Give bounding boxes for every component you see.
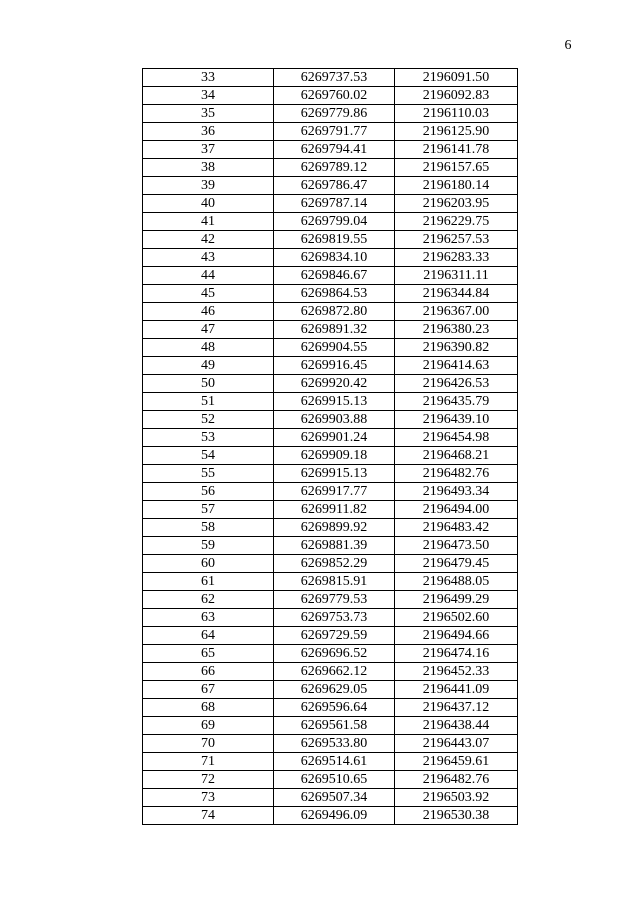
table-row (143, 501, 518, 519)
x-coordinate-cell: 6269881.39 (274, 537, 395, 555)
y-coordinate-cell: 2196530.38 (395, 807, 518, 825)
y-coordinate-cell: 2196092.83 (395, 87, 518, 105)
y-coordinate-cell: 2196091.50 (395, 69, 518, 87)
point-number-cell: 70 (143, 735, 274, 753)
point-number-cell: 45 (143, 285, 274, 303)
table-row (143, 411, 518, 429)
x-coordinate-cell: 6269899.92 (274, 519, 395, 537)
y-coordinate-cell: 2196203.95 (395, 195, 518, 213)
x-coordinate-cell: 6269903.88 (274, 411, 395, 429)
x-coordinate-cell: 6269786.47 (274, 177, 395, 195)
table-row (143, 177, 518, 195)
table-row (143, 735, 518, 753)
table-row (143, 573, 518, 591)
table-row (143, 339, 518, 357)
point-number-cell: 38 (143, 159, 274, 177)
point-number-cell: 33 (143, 69, 274, 87)
x-coordinate-cell: 6269872.80 (274, 303, 395, 321)
x-coordinate-cell: 6269891.32 (274, 321, 395, 339)
y-coordinate-cell: 2196438.44 (395, 717, 518, 735)
table-row (143, 537, 518, 555)
point-number-cell: 54 (143, 447, 274, 465)
point-number-cell: 42 (143, 231, 274, 249)
table-row (143, 321, 518, 339)
table-row (143, 141, 518, 159)
x-coordinate-cell: 6269561.58 (274, 717, 395, 735)
page-number: 6 (564, 38, 572, 53)
y-coordinate-cell: 2196482.76 (395, 771, 518, 789)
x-coordinate-cell: 6269787.14 (274, 195, 395, 213)
point-number-cell: 43 (143, 249, 274, 267)
point-number-cell: 34 (143, 87, 274, 105)
x-coordinate-cell: 6269696.52 (274, 645, 395, 663)
point-number-cell: 41 (143, 213, 274, 231)
point-number-cell: 44 (143, 267, 274, 285)
x-coordinate-cell: 6269753.73 (274, 609, 395, 627)
x-coordinate-cell: 6269834.10 (274, 249, 395, 267)
table-row (143, 699, 518, 717)
x-coordinate-cell: 6269920.42 (274, 375, 395, 393)
y-coordinate-cell: 2196414.63 (395, 357, 518, 375)
y-coordinate-cell: 2196435.79 (395, 393, 518, 411)
x-coordinate-cell: 6269794.41 (274, 141, 395, 159)
y-coordinate-cell: 2196473.50 (395, 537, 518, 555)
x-coordinate-cell: 6269901.24 (274, 429, 395, 447)
y-coordinate-cell: 2196426.53 (395, 375, 518, 393)
table-row (143, 213, 518, 231)
table-row (143, 771, 518, 789)
x-coordinate-cell: 6269629.05 (274, 681, 395, 699)
x-coordinate-cell: 6269510.65 (274, 771, 395, 789)
point-number-cell: 46 (143, 303, 274, 321)
x-coordinate-cell: 6269791.77 (274, 123, 395, 141)
y-coordinate-cell: 2196257.53 (395, 231, 518, 249)
y-coordinate-cell: 2196437.12 (395, 699, 518, 717)
y-coordinate-cell: 2196390.82 (395, 339, 518, 357)
table-row (143, 717, 518, 735)
point-number-cell: 56 (143, 483, 274, 501)
point-number-cell: 61 (143, 573, 274, 591)
point-number-cell: 58 (143, 519, 274, 537)
x-coordinate-cell: 6269789.12 (274, 159, 395, 177)
x-coordinate-cell: 6269737.53 (274, 69, 395, 87)
y-coordinate-cell: 2196459.61 (395, 753, 518, 771)
x-coordinate-cell: 6269596.64 (274, 699, 395, 717)
table-row (143, 195, 518, 213)
table-row (143, 105, 518, 123)
point-number-cell: 67 (143, 681, 274, 699)
y-coordinate-cell: 2196443.07 (395, 735, 518, 753)
point-number-cell: 69 (143, 717, 274, 735)
table-row (143, 483, 518, 501)
y-coordinate-cell: 2196367.00 (395, 303, 518, 321)
point-number-cell: 52 (143, 411, 274, 429)
table-row (143, 159, 518, 177)
x-coordinate-cell: 6269864.53 (274, 285, 395, 303)
x-coordinate-cell: 6269911.82 (274, 501, 395, 519)
y-coordinate-cell: 2196283.33 (395, 249, 518, 267)
point-number-cell: 66 (143, 663, 274, 681)
y-coordinate-cell: 2196493.34 (395, 483, 518, 501)
y-coordinate-cell: 2196502.60 (395, 609, 518, 627)
point-number-cell: 53 (143, 429, 274, 447)
x-coordinate-cell: 6269815.91 (274, 573, 395, 591)
table-row (143, 465, 518, 483)
point-number-cell: 73 (143, 789, 274, 807)
y-coordinate-cell: 2196468.21 (395, 447, 518, 465)
table-row (143, 609, 518, 627)
x-coordinate-cell: 6269852.29 (274, 555, 395, 573)
y-coordinate-cell: 2196110.03 (395, 105, 518, 123)
table-row (143, 645, 518, 663)
y-coordinate-cell: 2196180.14 (395, 177, 518, 195)
y-coordinate-cell: 2196494.00 (395, 501, 518, 519)
table-row (143, 555, 518, 573)
point-number-cell: 47 (143, 321, 274, 339)
table-row (143, 123, 518, 141)
y-coordinate-cell: 2196479.45 (395, 555, 518, 573)
point-number-cell: 64 (143, 627, 274, 645)
y-coordinate-cell: 2196380.23 (395, 321, 518, 339)
x-coordinate-cell: 6269760.02 (274, 87, 395, 105)
point-number-cell: 59 (143, 537, 274, 555)
table-row (143, 519, 518, 537)
table-row (143, 357, 518, 375)
point-number-cell: 71 (143, 753, 274, 771)
table-row (143, 285, 518, 303)
x-coordinate-cell: 6269662.12 (274, 663, 395, 681)
point-number-cell: 50 (143, 375, 274, 393)
table-row (143, 303, 518, 321)
y-coordinate-cell: 2196125.90 (395, 123, 518, 141)
coordinates-table (142, 68, 518, 825)
y-coordinate-cell: 2196157.65 (395, 159, 518, 177)
y-coordinate-cell: 2196499.29 (395, 591, 518, 609)
x-coordinate-cell: 6269799.04 (274, 213, 395, 231)
table-row (143, 69, 518, 87)
point-number-cell: 40 (143, 195, 274, 213)
y-coordinate-cell: 2196503.92 (395, 789, 518, 807)
x-coordinate-cell: 6269904.55 (274, 339, 395, 357)
y-coordinate-cell: 2196452.33 (395, 663, 518, 681)
table-row (143, 429, 518, 447)
table-row (143, 663, 518, 681)
x-coordinate-cell: 6269779.53 (274, 591, 395, 609)
y-coordinate-cell: 2196439.10 (395, 411, 518, 429)
table-row (143, 591, 518, 609)
point-number-cell: 74 (143, 807, 274, 825)
y-coordinate-cell: 2196441.09 (395, 681, 518, 699)
table-row (143, 753, 518, 771)
point-number-cell: 48 (143, 339, 274, 357)
table-row (143, 231, 518, 249)
x-coordinate-cell: 6269909.18 (274, 447, 395, 465)
point-number-cell: 37 (143, 141, 274, 159)
table-row (143, 789, 518, 807)
point-number-cell: 72 (143, 771, 274, 789)
point-number-cell: 35 (143, 105, 274, 123)
y-coordinate-cell: 2196229.75 (395, 213, 518, 231)
x-coordinate-cell: 6269846.67 (274, 267, 395, 285)
y-coordinate-cell: 2196494.66 (395, 627, 518, 645)
point-number-cell: 55 (143, 465, 274, 483)
table-row (143, 447, 518, 465)
point-number-cell: 68 (143, 699, 274, 717)
x-coordinate-cell: 6269917.77 (274, 483, 395, 501)
point-number-cell: 63 (143, 609, 274, 627)
x-coordinate-cell: 6269915.13 (274, 465, 395, 483)
y-coordinate-cell: 2196344.84 (395, 285, 518, 303)
point-number-cell: 39 (143, 177, 274, 195)
point-number-cell: 51 (143, 393, 274, 411)
point-number-cell: 57 (143, 501, 274, 519)
x-coordinate-cell: 6269507.34 (274, 789, 395, 807)
y-coordinate-cell: 2196141.78 (395, 141, 518, 159)
x-coordinate-cell: 6269729.59 (274, 627, 395, 645)
point-number-cell: 62 (143, 591, 274, 609)
x-coordinate-cell: 6269496.09 (274, 807, 395, 825)
table-row (143, 681, 518, 699)
table-row (143, 267, 518, 285)
x-coordinate-cell: 6269533.80 (274, 735, 395, 753)
x-coordinate-cell: 6269916.45 (274, 357, 395, 375)
y-coordinate-cell: 2196454.98 (395, 429, 518, 447)
y-coordinate-cell: 2196482.76 (395, 465, 518, 483)
point-number-cell: 65 (143, 645, 274, 663)
x-coordinate-cell: 6269779.86 (274, 105, 395, 123)
point-number-cell: 36 (143, 123, 274, 141)
table-row (143, 807, 518, 825)
point-number-cell: 49 (143, 357, 274, 375)
table-row (143, 375, 518, 393)
table-row (143, 627, 518, 645)
y-coordinate-cell: 2196311.11 (395, 267, 518, 285)
table-row (143, 249, 518, 267)
y-coordinate-cell: 2196483.42 (395, 519, 518, 537)
x-coordinate-cell: 6269819.55 (274, 231, 395, 249)
x-coordinate-cell: 6269514.61 (274, 753, 395, 771)
table-row (143, 393, 518, 411)
y-coordinate-cell: 2196474.16 (395, 645, 518, 663)
point-number-cell: 60 (143, 555, 274, 573)
table-row (143, 87, 518, 105)
coordinates-table-body (143, 69, 518, 825)
y-coordinate-cell: 2196488.05 (395, 573, 518, 591)
x-coordinate-cell: 6269915.13 (274, 393, 395, 411)
